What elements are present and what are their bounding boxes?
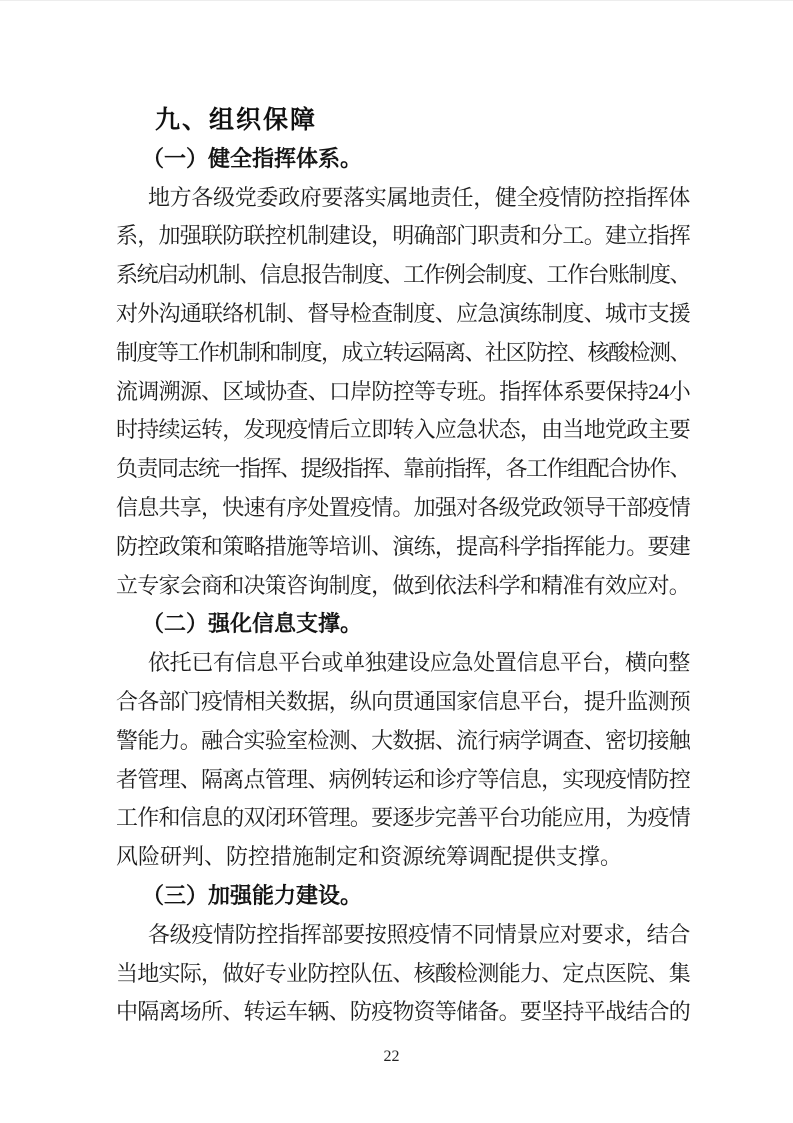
line-text: 流调溯源、区域协查、口岸防控等专班。指挥体系要保持24小 [116, 378, 690, 404]
text-line [116, 955, 690, 994]
line-text: 警能力。融合实验室检测、大数据、流行病学调查、密切接触 [116, 727, 690, 753]
line-text: 信息共享，快速有序处置疫情。加强对各级党政领导干部疫情 [116, 494, 690, 520]
line-text: （三）加强能力建设。 [142, 882, 363, 908]
text-line [116, 993, 690, 1032]
line-text: 九、组织保障 [155, 106, 318, 134]
line-text: （二）强化信息支撑。 [142, 611, 363, 637]
text-line [116, 644, 690, 683]
text-line [116, 838, 690, 877]
text-line [116, 528, 690, 567]
document-body [116, 101, 690, 1032]
subheading-line [116, 877, 690, 916]
page-number: 22 [383, 1048, 400, 1065]
line-text: （一）健全指挥体系。 [142, 145, 363, 171]
line-text: 时持续运转，发现疫情后立即转入应急状态，由当地党政主要 [116, 417, 690, 443]
line-text: 负责同志统一指挥、提级指挥、靠前指挥，各工作组配合协作、 [116, 456, 690, 482]
line-text: 对外沟通联络机制、督导检查制度、应急演练制度、城市支援 [116, 300, 690, 326]
line-text: 防控政策和策略措施等培训、演练，提高科学指挥能力。要建 [116, 533, 690, 559]
line-text: 合各部门疫情相关数据，纵向贯通国家信息平台，提升监测预 [116, 688, 690, 714]
subheading-line [116, 605, 690, 644]
line-text: 中隔离场所、转运车辆、防疫物资等储备。要坚持平战结合的 [116, 999, 690, 1025]
line-text: 立专家会商和决策咨询制度，做到依法科学和精准有效应对。 [116, 572, 690, 598]
text-line [116, 722, 690, 761]
line-text: 者管理、隔离点管理、病例转运和诊疗等信息，实现疫情防控 [116, 766, 690, 792]
text-line [116, 256, 690, 295]
text-line [116, 916, 690, 955]
text-line [116, 489, 690, 528]
line-text: 系统启动机制、信息报告制度、工作例会制度、工作台账制度、 [116, 262, 690, 288]
text-line [116, 334, 690, 373]
heading-line [116, 101, 690, 140]
text-line [116, 295, 690, 334]
text-line [116, 567, 690, 606]
line-text: 系，加强联防联控机制建设，明确部门职责和分工。建立指挥 [116, 223, 690, 249]
subheading-line [116, 140, 690, 179]
line-text: 风险研判、防控措施制定和资源统筹调配提供支撑。 [116, 844, 623, 870]
text-line [116, 373, 690, 412]
line-text: 地方各级党委政府要落实属地责任，健全疫情防控指挥体 [148, 184, 690, 210]
text-line [116, 683, 690, 722]
text-line [116, 179, 690, 218]
text-line [116, 799, 690, 838]
line-text: 各级疫情防控指挥部要按照疫情不同情景应对要求，结合 [148, 921, 690, 947]
text-line [116, 411, 690, 450]
line-text: 依托已有信息平台或单独建设应急处置信息平台，横向整 [148, 650, 690, 676]
line-text: 工作和信息的双闭环管理。要逐步完善平台功能应用，为疫情 [116, 805, 690, 831]
line-text: 制度等工作机制和制度，成立转运隔离、社区防控、核酸检测、 [116, 339, 690, 365]
text-line [116, 450, 690, 489]
text-line [116, 217, 690, 256]
line-text: 当地实际，做好专业防控队伍、核酸检测能力、定点医院、集 [116, 960, 690, 986]
text-line [116, 761, 690, 800]
